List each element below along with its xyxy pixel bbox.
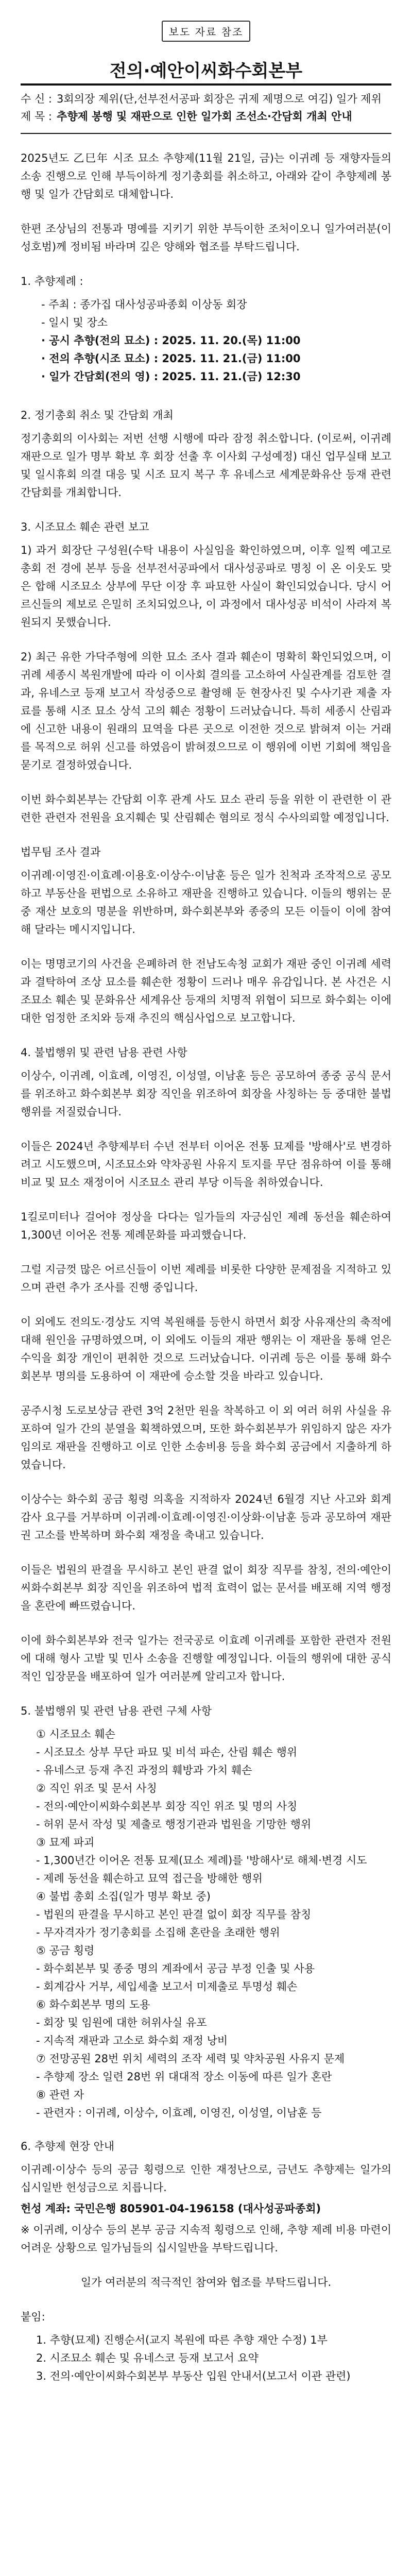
recipient-row xyxy=(21,90,391,108)
schedule-list xyxy=(41,296,391,386)
section-4-body-5: 이 외에도 전의도·경상도 지역 복원해를 등한시 하면서 회장 사유재산의 축적에 대해 원인을 규명하였으며, 이 외에도 이들의 재판 행위는 이 재판을 통해 얻은 수익을 회장 개인이 편취한 것으로 드러났습니다. 이귀례 등은 이를 통해 화수회본부 명의를 도용하여 이 재판에 승소할 것을 바라고 있습니다. xyxy=(21,1316,391,1382)
attachment-item: 1. 추향(묘제) 진행순서(교지 복원에 따른 추향 재안 수정) 1부 xyxy=(36,2334,328,2346)
donation-account: 헌성 계좌: 국민은행 805901-04-196158 (대사성공파종회) xyxy=(21,2202,321,2215)
violation-list xyxy=(36,1725,391,2122)
section-6-body: 이귀례·이상수 등의 공금 횡령으로 인한 재정난으로, 금년도 추향제는 일가의 십시일반 헌성금으로 치릅니다. xyxy=(21,2163,391,2194)
attachment-item: 3. 전의·예안이씨화수회본부 부동산 입원 안내서(보고서 이관 관련) xyxy=(36,2370,351,2382)
org-header: 전의·예안이씨화수회본부 xyxy=(109,61,303,81)
section-3-title: 3. 시조묘소 훼손 관련 보고 xyxy=(21,521,149,533)
document-body xyxy=(21,149,391,2401)
schedule-item: · 일가 간담회(전의 영) : 2025. 11. 21.(금) 12:30 xyxy=(41,370,301,383)
section-4-title: 4. 불법행위 및 관련 남용 관련 사항 xyxy=(21,1046,187,1059)
section-4-body-7: 이상수는 화수회 공금 횡령 의혹을 지적하자 2024년 6월경 지난 사고와 회계감사 요구를 거부하며 이귀례·이효례·이영진·이상화·이남훈 등과 공모하여 재판권 고소를 반복하며 화수회 재정을 축내고 있습니다. xyxy=(21,1493,391,1541)
violation-item: - 전의·예안이씨화수회본부 회장 직인 위조 및 명의 사칭 xyxy=(36,1800,298,1812)
section-6-title: 6. 추향제 현장 안내 xyxy=(21,2140,115,2153)
law-body-2: 이는 명명코기의 사건을 은폐하려 한 전남도속청 교회가 재판 중인 이귀례 세력과 결탁하여 조상 묘소를 훼손한 정황이 드러나 매우 유감입니다. 본 사건은 시조묘소 훼손 및 문화유산 세계유산 등재의 치명적 위협이 되므로 화수회는 이에 대한 엄정한 조치와 등재 추진의 핵심사업으로 보고합니다. xyxy=(21,958,391,1024)
meta-block xyxy=(21,90,391,125)
violation-item: - 관련자 : 이귀례, 이상수, 이효례, 이영진, 이성열, 이남훈 등 xyxy=(36,2107,322,2119)
violation-item: - 화수회본부 및 종중 명의 계좌에서 공금 부정 인출 및 사용 xyxy=(36,1962,315,1975)
section-4-body-8: 이들은 법원의 판결을 무시하고 본인 판결 없이 회장 직무를 참칭, 전의·예안이씨화수회본부 회장 직인을 위조하여 법적 효력이 없는 문서를 배포해 지역 행정을 혼란에 빠뜨렸습니다. xyxy=(21,1564,391,1612)
section-5-title: 5. 불법행위 및 관련 남용 관련 구체 사항 xyxy=(21,1705,212,1717)
recipient-value: 3회의장 제위(단,선부전서공파 회장은 귀제 제명으로 여김) 일가 제위 xyxy=(57,93,382,105)
section-4-body-6: 공주시청 도로보상금 관련 3억 2천만 원을 착복하고 이 외 여러 허위 사실을 유포하여 일가 간의 분열을 획책하였으며, 또한 화수회본부가 위임하지 않은 자가 임의로 재판을 진행하고 이로 인한 소송비용 등을 화수회 공금에서 지출하게 하였습니다. xyxy=(21,1404,391,1471)
violation-item: ③ 묘제 파괴 xyxy=(36,1836,95,1849)
law-title: 법무팀 조사 결과 xyxy=(21,846,101,858)
section-2-title: 2. 정기총회 취소 및 간담회 개최 xyxy=(21,409,174,421)
violation-item: ④ 불법 총회 소집(일가 명부 확보 중) xyxy=(36,1890,211,1903)
top-banner xyxy=(0,21,412,42)
violation-item: ⑤ 공금 횡령 xyxy=(36,1944,95,1957)
meta-rule xyxy=(21,133,391,134)
violation-item: - 추향제 장소 일련 28번 위 대대적 장소 이동에 따른 일가 혼란 xyxy=(36,2071,332,2083)
header-rule xyxy=(21,83,391,86)
section-6-note: ※ 이귀례, 이상수 등의 본부 공금 지속적 횡령으로 인해, 추향 제례 비용 마련이 어려운 상황으로 일가님들의 십시일반을 부탁드립니다. xyxy=(21,2224,391,2254)
violation-item: - 회계감사 거부, 세입세출 보고서 미제출로 투명성 훼손 xyxy=(36,1980,298,1993)
schedule-item: - 주최 : 종가집 대사성공파종회 이상동 회장 xyxy=(41,298,247,311)
violation-item: - 지속적 재판과 고소로 화수회 재정 낭비 xyxy=(36,2035,228,2047)
violation-item: - 시조묘소 상부 무단 파묘 및 비석 파손, 산림 훼손 행위 xyxy=(36,1746,298,1758)
section-4-body-3: 1킬로미터나 걸어야 정상을 다다는 일가들의 자긍심인 제례 동선을 훼손하여 1,300년 이어온 전통 제례문화를 파괴했습니다. xyxy=(21,1211,391,1241)
subject-value: 추향제 봉행 및 재판으로 인한 일가회 조선소·간담회 개최 안내 xyxy=(57,110,352,123)
section-2-body: 정기총회의 이사회는 저번 선행 시행에 따라 잠정 취소합니다. (이로써, 이귀례 재판으로 일가 명부 확보 후 회장 선출 후 이사회 구성예정) 대신 업무실태 보고 및 일시휴회 의결 대응 및 시조 묘지 복구 후 유네스코 세계문화유산 등재 관련 간담회를 개최합니다. xyxy=(21,432,391,499)
violation-item: - 허위 문서 작성 및 제출로 행정기관과 법원을 기망한 행위 xyxy=(36,1818,312,1831)
section-1-title: 1. 추향제례 : xyxy=(21,275,83,287)
schedule-item: - 일시 및 장소 xyxy=(41,316,108,329)
violation-item: ② 직인 위조 및 문서 사칭 xyxy=(36,1782,157,1794)
intro-paragraph: 2025년도 乙巳年 시조 묘소 추향제(11월 21일, 금)는 이귀례 등 재향자들의 소송 진행으로 인해 부득이하게 정기총회를 취소하고, 아래와 같이 추향제례 봉행 및 일가 간담회로 대체합니다. xyxy=(21,152,391,200)
violation-item: - 법원의 판결을 무시하고 본인 판결 없이 회장 직무를 참칭 xyxy=(36,1908,312,1921)
section-3-item-2: 2) 최근 유한 가닥주형에 의한 묘소 조사 결과 훼손이 명확히 확인되었으며, 이귀례 세종시 복원개발에 따라 이 이사회 결의를 고소하여 사실관계를 검토한 결과, 유네스코 등재 보고서 작성중으로 촬영해 둔 현장사진 및 수사기관 제출 자료를 통해 시조 묘소 상석 고의 훼손 정황이 드러났습니다. 특히 세종시 산림과에 신고한 내용이 원래의 묘역을 다른 곳으로 이전한 것으로 밝혀져 이는 거래를 목적으로 허위 신고를 하였음이 밝혀졌으므로 이 행위에 이번 기회에 책임을 묻기로 결정하였습니다. xyxy=(21,651,391,771)
section-4-body-4: 그럴 지금껏 많은 어르신들이 이번 제례를 비롯한 다양한 문제점을 지적하고 있으며 관련 추가 조사를 진행 중입니다. xyxy=(21,1263,391,1294)
recipient-label: 수 신 : xyxy=(21,93,52,105)
subject-label: 제 목 : xyxy=(21,110,52,123)
schedule-item: · 공시 추향(전의 묘소) : 2025. 11. 20.(목) 11:00 xyxy=(41,334,301,347)
violation-item: ⑦ 전망공원 28번 위치 세력의 조작 세력 및 약차공원 사유지 문제 xyxy=(36,2053,345,2065)
section-3-note: 이번 화수회본부는 간담회 이후 관계 사도 묘소 관리 등을 위한 이 관련한 이 관련한 관련자 전원을 요지훼손 및 산림훼손 혐의로 정식 수사의뢰할 예정입니다. xyxy=(21,793,391,824)
violation-item: - 제례 동선을 훼손하고 묘역 접근을 방해한 행위 xyxy=(36,1872,263,1885)
section-3-item-1: 1) 과거 회장단 구성원(수탁 내용이 사실임을 확인하였으며, 이후 일찍 예고로 총회 전 경에 본부 등을 선부전서공파에서 대사성공파로 명칭 이 온 이웃도 맞은 합해 시조묘소 상부에 무단 이장 후 파묘한 사실이 확인되었습니다. 당시 어르신들의 제보로 은밀히 조치되었으나, 이 과정에서 대사성공 비석이 사라져 복원되지 못했습니다. xyxy=(21,544,391,629)
violation-item: - 회장 및 임원에 대한 허위사실 유포 xyxy=(36,2016,207,2029)
violation-item: - 유네스코 등재 추진 과정의 훼방과 가치 훼손 xyxy=(36,1764,252,1776)
violation-item: ⑧ 관련 자 xyxy=(36,2089,84,2101)
attachments-title: 붙임: xyxy=(21,2311,45,2323)
subject-row xyxy=(21,108,391,125)
attachment-list xyxy=(36,2331,391,2385)
violation-item: - 무자격자가 정기총회를 소집해 혼란을 초래한 행위 xyxy=(36,1926,280,1939)
section-4-body: 이상수, 이귀례, 이효례, 이영진, 이성열, 이남훈 등은 공모하여 종중 공식 문서를 위조하고 화수회본부 회장 직인을 위조하여 회장을 사칭하는 등 중대한 불법행위를 저질렀습니다. xyxy=(21,1070,391,1118)
violation-item: ① 시조묘소 훼손 xyxy=(36,1728,115,1740)
law-body: 이귀례·이영진·이효례·이용호·이상수·이남훈 등은 일가 친척과 조작적으로 공모하고 부동산을 편법으로 소유하고 재판을 진행하고 있습니다. 이들의 행위는 문중 재산 보호의 명분을 위반하며, 화수회본부와 종중의 모든 이들이 이에 참여해 달라는 메시지입니다. xyxy=(21,869,391,936)
schedule-item: · 전의 추향(시조 묘소) : 2025. 11. 21.(금) 11:00 xyxy=(41,352,301,365)
violation-item: - 1,300년간 이어온 전통 묘제(묘소 제례)를 '방해사'로 해체·변경 시도 xyxy=(36,1854,367,1867)
section-4-body-2: 이들은 2024년 추향제부터 수년 전부터 이어온 전통 묘제를 '방해사'로 변경하려고 시도했으며, 시조묘소와 약차공원 사유지 토지를 무단 점유하여 이를 통해 비교 및 묘소 재정이어 시조묘소 관리 부당 이득을 취하였습니다. xyxy=(21,1140,391,1189)
banner-stamp: 보도 자료 참조 xyxy=(162,21,251,42)
closing-line: 일가 여러분의 적극적인 참여와 협조를 부탁드립니다. xyxy=(80,2276,332,2289)
violation-item: ⑥ 화수회본부 명의 도용 xyxy=(36,1998,150,2011)
intro-paragraph-2: 한편 조상님의 전통과 명예를 지키기 위한 부득이한 조처이오니 일가여러분(이성호범)께 정비됨 바라며 깊은 양해와 협조를 부탁드립니다. xyxy=(21,223,391,253)
section-4-body-9: 이에 화수회본부와 전국 일가는 전국공로 이효례 이귀례를 포함한 관련자 전원에 대해 형사 고발 및 민사 소송을 진행할 예정입니다. 이들의 행위에 대한 공식적인 입장문을 배포하여 일가 여러분께 알리고자 합니다. xyxy=(21,1634,391,1683)
attachment-item: 2. 시조묘소 훼손 및 유네스코 등재 보고서 요약 xyxy=(36,2352,259,2364)
